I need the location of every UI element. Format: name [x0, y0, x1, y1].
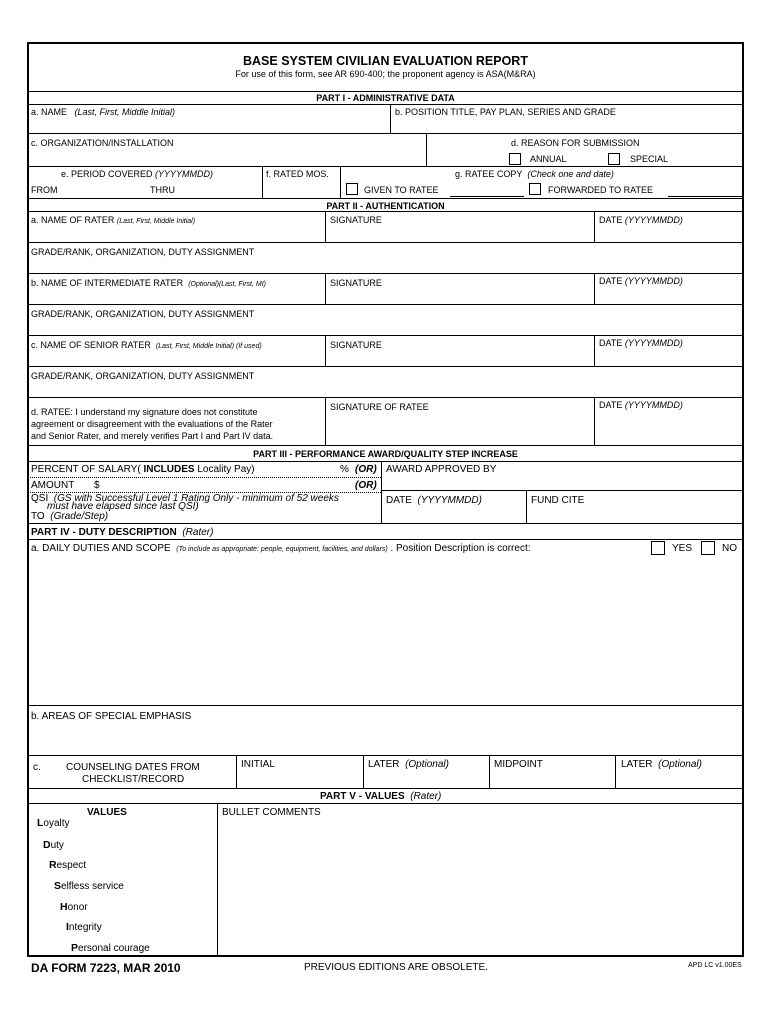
counseling-label-line2: CHECKLIST/RECORD: [82, 774, 185, 785]
rule: [27, 242, 744, 243]
rule: [236, 755, 237, 788]
part3-heading: PART III - PERFORMANCE AWARD/QUALITY STEP INCREASE: [253, 449, 518, 459]
award-date-label[interactable]: DATE (YYYYMMDD): [386, 495, 482, 506]
rule: [426, 133, 427, 166]
given-label: GIVEN TO RATEE: [364, 185, 439, 195]
annual-label: ANNUAL: [530, 154, 567, 164]
values-header: VALUES: [87, 807, 127, 818]
ratee-statement-line2: agreement or disagreement with the evaluations of the Rater: [31, 419, 273, 429]
thru-label[interactable]: THRU: [150, 185, 175, 195]
position-label[interactable]: b. POSITION TITLE, PAY PLAN, SERIES AND GRADE: [395, 107, 616, 117]
intermediate-rater-label: b. NAME OF INTERMEDIATE RATER (Optional)(Last, First, MI): [31, 278, 266, 288]
rule: [27, 166, 744, 167]
forwarded-date-line[interactable]: [668, 196, 742, 197]
rule: [27, 366, 744, 367]
rated-mos-label[interactable]: f. RATED MOS.: [266, 169, 329, 179]
period-label: e. PERIOD COVERED (YYYYMMDD): [61, 169, 214, 179]
rater-date-label[interactable]: DATE (YYYYMMDD): [599, 215, 683, 225]
intermediate-grade-label[interactable]: GRADE/RANK, ORGANIZATION, DUTY ASSIGNMENT: [31, 309, 255, 319]
rule: [27, 477, 381, 478]
version-label: APD LC v1.00ES: [688, 962, 742, 969]
special-emphasis-label[interactable]: b. AREAS OF SPECIAL EMPHASIS: [31, 711, 192, 722]
pd-yes-label: YES: [672, 543, 693, 554]
or-label-2: (OR): [355, 480, 377, 491]
value-item: Loyalty: [37, 817, 70, 829]
rule: [594, 335, 595, 366]
annual-checkbox[interactable]: [509, 153, 521, 165]
rule: [27, 104, 744, 105]
counseling-label-line1: COUNSELING DATES FROM: [66, 762, 200, 773]
rule: [526, 490, 527, 523]
value-item: Respect: [49, 859, 87, 871]
rule: [27, 397, 744, 398]
rule: [27, 788, 744, 789]
forwarded-label: FORWARDED TO RATEE: [548, 185, 654, 195]
later-date-label-2[interactable]: LATER (Optional): [621, 759, 702, 770]
initial-date-label[interactable]: INITIAL: [241, 759, 275, 770]
percent-label[interactable]: PERCENT OF SALARY( INCLUDES Locality Pay): [31, 464, 255, 475]
ratee-date-label[interactable]: DATE (YYYYMMDD): [599, 400, 683, 410]
rule: [381, 461, 382, 523]
value-item: Honor: [60, 901, 88, 913]
special-label: SPECIAL: [630, 154, 669, 164]
intermediate-signature-label[interactable]: SIGNATURE: [330, 278, 382, 288]
rule: [27, 273, 744, 274]
rule: [27, 211, 744, 212]
to-grade-label[interactable]: TO (Grade/Step): [31, 511, 109, 522]
rule: [27, 705, 744, 706]
rule: [27, 304, 744, 305]
rule: [27, 198, 744, 199]
later-date-label-1[interactable]: LATER (Optional): [368, 759, 449, 770]
ratee-copy-label: g. RATEE COPY (Check one and date): [455, 169, 614, 179]
rule: [325, 211, 326, 242]
award-approved-label[interactable]: AWARD APPROVED BY: [386, 464, 497, 475]
qsi-label[interactable]: QSI (GS with Successful Level 1 Rating Only - minimum of 52 weeks: [31, 493, 339, 504]
duties-label[interactable]: a. DAILY DUTIES AND SCOPE (To include as appropriate: people, equipment, facilities, and dollars) . Position Description is correct:: [31, 543, 531, 554]
senior-rater-label: c. NAME OF SENIOR RATER (Last, First, Middle Initial) (If used): [31, 340, 262, 350]
value-item: Selfless service: [54, 880, 124, 892]
part2-heading: PART II - AUTHENTICATION: [326, 201, 445, 211]
value-item: Duty: [43, 839, 64, 851]
from-label[interactable]: FROM: [31, 185, 58, 195]
rule: [325, 397, 326, 445]
part4-heading: PART IV - DUTY DESCRIPTION (Rater): [31, 527, 214, 538]
counseling-c-label: c.: [33, 762, 41, 773]
rule: [27, 803, 744, 804]
rule: [27, 91, 744, 92]
or-label-1: (OR): [355, 464, 377, 475]
pd-no-checkbox[interactable]: [701, 541, 715, 555]
given-date-line[interactable]: [450, 196, 524, 197]
rule: [27, 755, 744, 756]
rule: [594, 397, 595, 445]
pd-no-label: NO: [722, 543, 737, 554]
obsolete-notice: PREVIOUS EDITIONS ARE OBSOLETE.: [304, 962, 488, 973]
bullet-comments-label[interactable]: BULLET COMMENTS: [222, 807, 321, 818]
part1-heading: PART I - ADMINISTRATIVE DATA: [316, 93, 455, 103]
form-title: BASE SYSTEM CIVILIAN EVALUATION REPORT: [243, 54, 528, 68]
rule: [615, 755, 616, 788]
qsi-note: must have elapsed since last QSI): [47, 501, 199, 512]
rule: [594, 211, 595, 242]
rule: [325, 273, 326, 304]
ratee-signature-label[interactable]: SIGNATURE OF RATEE: [330, 402, 429, 412]
reason-label: d. REASON FOR SUBMISSION: [511, 138, 640, 148]
forwarded-checkbox[interactable]: [529, 183, 541, 195]
rule: [340, 166, 341, 198]
senior-date-label[interactable]: DATE (YYYYMMDD): [599, 338, 683, 348]
rule: [27, 539, 744, 540]
rule: [325, 335, 326, 366]
rule: [390, 104, 391, 133]
org-label[interactable]: c. ORGANIZATION/INSTALLATION: [31, 138, 174, 148]
form-number: DA FORM 7223, MAR 2010: [31, 961, 181, 975]
amount-label[interactable]: AMOUNT: [31, 480, 75, 491]
rule: [217, 803, 218, 957]
ratee-statement-line3: and Senior Rater, and merely verifies Part I and Part IV data.: [31, 431, 274, 441]
rule: [363, 755, 364, 788]
name-label: a. NAME (Last, First, Middle Initial): [31, 107, 176, 117]
rule: [27, 523, 744, 524]
fund-cite-label[interactable]: FUND CITE: [531, 495, 585, 506]
rater-signature-label[interactable]: SIGNATURE: [330, 215, 382, 225]
rater-grade-label[interactable]: GRADE/RANK, ORGANIZATION, DUTY ASSIGNMENT: [31, 247, 255, 257]
ratee-statement-line1: d. RATEE: I understand my signature does not constitute: [31, 407, 258, 417]
rule: [489, 755, 490, 788]
rule: [594, 273, 595, 304]
form-subtitle: For use of this form, see AR 690-400; the proponent agency is ASA(M&RA): [235, 69, 536, 79]
rule: [381, 490, 744, 491]
senior-grade-label[interactable]: GRADE/RANK, ORGANIZATION, DUTY ASSIGNMENT: [31, 371, 255, 381]
rule: [27, 133, 744, 134]
value-item: Personal courage: [71, 942, 150, 954]
senior-signature-label[interactable]: SIGNATURE: [330, 340, 382, 350]
rule: [27, 461, 744, 462]
dollar-sign: $: [94, 480, 100, 491]
rule: [262, 166, 263, 198]
value-item: Integrity: [66, 921, 102, 933]
percent-sign: %: [340, 464, 349, 475]
special-checkbox[interactable]: [608, 153, 620, 165]
intermediate-date-label[interactable]: DATE (YYYYMMDD): [599, 276, 683, 286]
rule: [27, 445, 744, 446]
rater-label: a. NAME OF RATER (Last, First, Middle Initial): [31, 215, 196, 225]
given-checkbox[interactable]: [346, 183, 358, 195]
midpoint-date-label[interactable]: MIDPOINT: [494, 759, 543, 770]
pd-yes-checkbox[interactable]: [651, 541, 665, 555]
part5-heading: PART V - VALUES (Rater): [320, 791, 442, 802]
rule: [27, 335, 744, 336]
